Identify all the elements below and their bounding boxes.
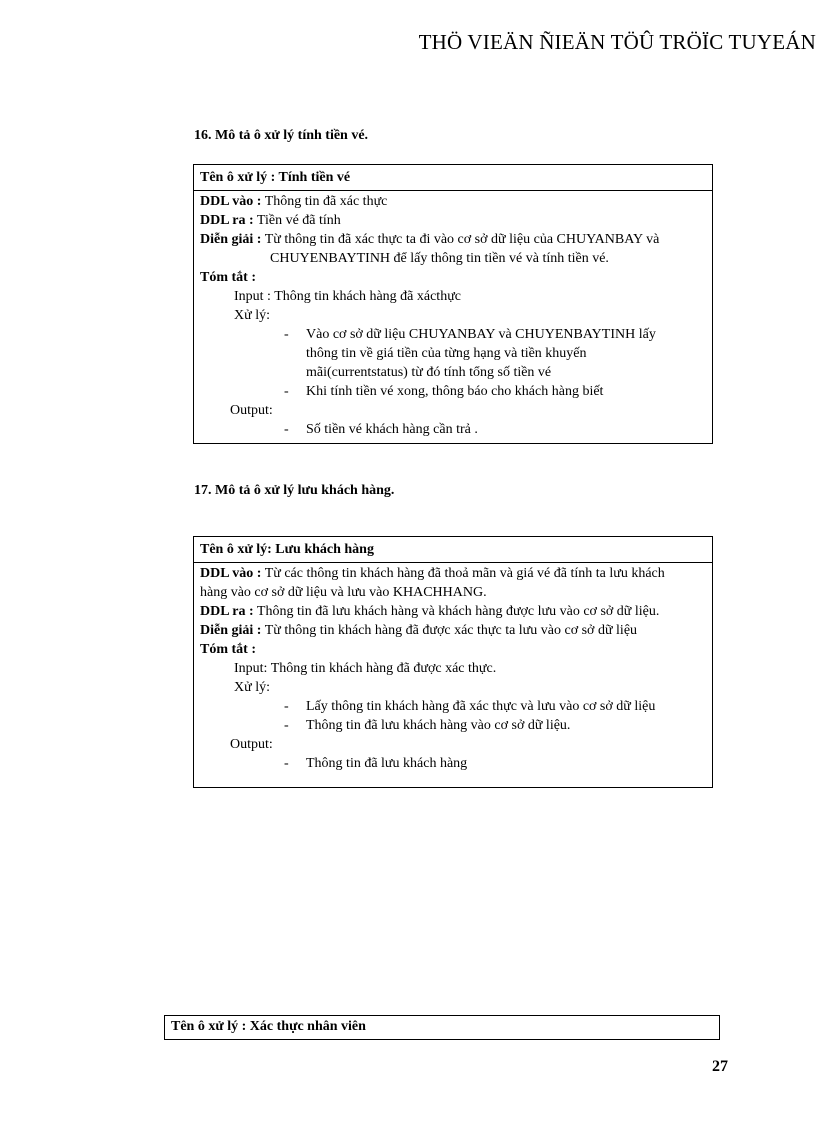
section-18-box-title: Tên ô xử lý : Xác thực nhân viên (171, 1019, 366, 1034)
page-number: 27 (712, 1058, 728, 1075)
dien-giai-row (200, 230, 706, 249)
section-16-heading: 16. Mô tả ô xử lý tính tiền vé. (194, 128, 369, 143)
xu-ly-label: Xử lý: (234, 680, 270, 695)
output-label: Output: (230, 737, 273, 752)
dien-giai-label: Diễn giải : (200, 232, 262, 247)
list-item (200, 716, 706, 735)
step-2: Khi tính tiền vé xong, thông báo cho khách hàng biết (306, 384, 604, 399)
dash-bullet: - (284, 718, 289, 733)
output-item: Thông tin đã lưu khách hàng (306, 756, 468, 771)
section-16-box (193, 164, 713, 444)
ddl-vao-value: Thông tin đã xác thực (261, 194, 388, 209)
output-item: Số tiền vé khách hàng cần trả . (306, 422, 478, 437)
ddl-ra-value: Thông tin đã lưu khách hàng và khách hàng được lưu vào cơ sở dữ liệu. (253, 604, 660, 619)
list-item (200, 420, 706, 439)
section-16-box-body (194, 191, 712, 439)
xu-ly-label: Xử lý: (234, 308, 270, 323)
dien-giai-row (200, 621, 706, 640)
dash-bullet: - (284, 327, 289, 342)
tom-tat-row (200, 640, 706, 659)
ddl-ra-row (200, 211, 706, 230)
section-17-box-body (194, 563, 712, 773)
tom-tat-row (200, 268, 706, 287)
section-17-heading: 17. Mô tả ô xử lý lưu khách hàng. (194, 483, 395, 498)
dien-giai-label: Diễn giải : (200, 623, 262, 638)
dash-bullet: - (284, 699, 289, 714)
section-18-box (164, 1015, 720, 1040)
tom-tat-label: Tóm tắt : (200, 270, 256, 285)
list-item-continuation (200, 363, 706, 382)
ddl-ra-row (200, 602, 706, 621)
step-1: Lấy thông tin khách hàng đã xác thực và lưu vào cơ sở dữ liệu (306, 699, 656, 714)
step-1-line-2: thông tin về giá tiền của từng hạng và tiền khuyến (306, 346, 587, 361)
dien-giai-value: Từ thông tin đã xác thực ta đi vào cơ sở dữ liệu của CHUYANBAY và (261, 232, 660, 247)
ddl-ra-label: DDL ra : (200, 213, 254, 228)
list-item-continuation (200, 344, 706, 363)
page-header: THÖ VIEÄN ÑIEÄN TÖÛ TRÖÏC TUYEÁN (418, 30, 816, 54)
ddl-vao-continuation: hàng vào cơ sở dữ liệu và lưu vào KHACHHANG. (200, 585, 487, 600)
dien-giai-value: Từ thông tin khách hàng đã được xác thực ta lưu vào cơ sở dữ liệu (261, 623, 638, 638)
ddl-ra-label: DDL ra : (200, 604, 254, 619)
output-label: Output: (230, 403, 273, 418)
ddl-vao-row (200, 564, 706, 583)
dien-giai-continuation: CHUYENBAYTINH để lấy thông tin tiền vé và tính tiền vé. (270, 251, 609, 266)
ddl-vao-row (200, 192, 706, 211)
ddl-vao-label: DDL vào : (200, 566, 262, 581)
dash-bullet: - (284, 384, 289, 399)
section-17-box (193, 536, 713, 788)
ddl-vao-value: Từ các thông tin khách hàng đã thoả mãn và giá vé đã tính ta lưu khách (261, 566, 665, 581)
input-row: Input: Thông tin khách hàng đã được xác thực. (234, 661, 497, 676)
tom-tat-label: Tóm tắt : (200, 642, 256, 657)
step-1-line-1: Vào cơ sở dữ liệu CHUYANBAY và CHUYENBAYTINH lấy (306, 327, 656, 342)
section-17-box-title: Tên ô xử lý: Lưu khách hàng (194, 537, 712, 563)
dash-bullet: - (284, 756, 289, 771)
list-item (200, 325, 706, 344)
list-item (200, 697, 706, 716)
list-item (200, 754, 706, 773)
step-1-line-3: mãi(currentstatus) từ đó tính tổng số tiền vé (306, 365, 552, 380)
ddl-vao-label: DDL vào : (200, 194, 262, 209)
list-item (200, 382, 706, 401)
section-16-box-title: Tên ô xử lý : Tính tiền vé (194, 165, 712, 191)
input-row: Input : Thông tin khách hàng đã xácthực (234, 289, 461, 304)
ddl-ra-value: Tiền vé đã tính (253, 213, 341, 228)
step-2: Thông tin đã lưu khách hàng vào cơ sở dữ liệu. (306, 718, 571, 733)
dash-bullet: - (284, 422, 289, 437)
